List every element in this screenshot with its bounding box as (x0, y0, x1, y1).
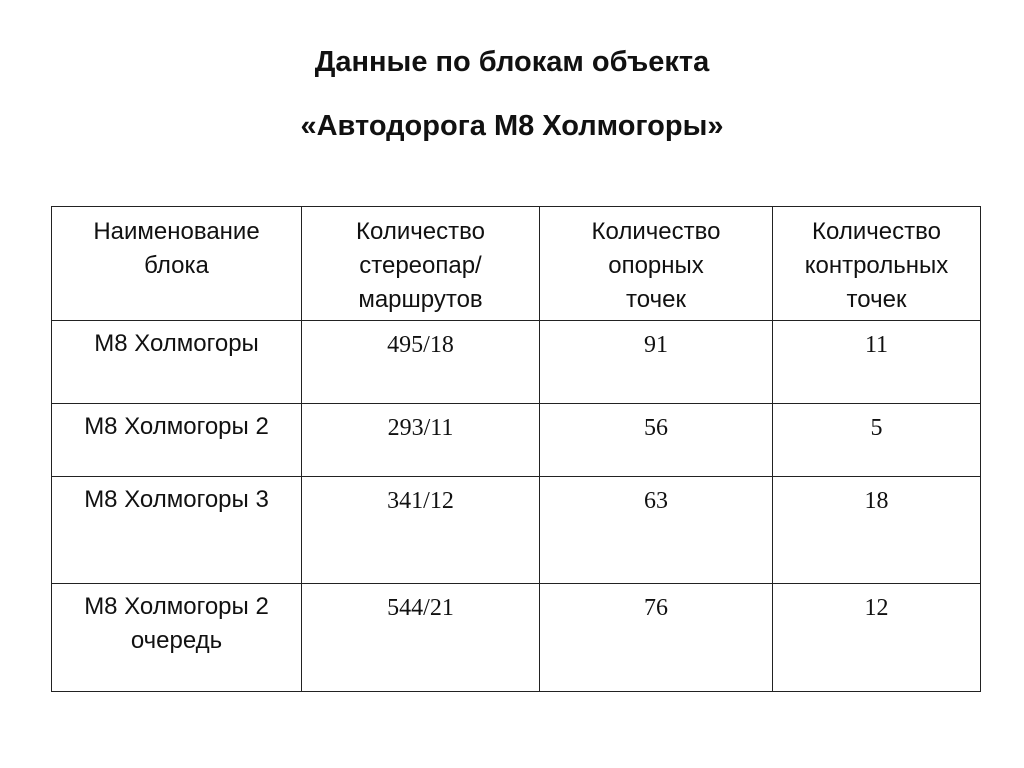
cell-stereo-routes (302, 404, 540, 477)
header-control-points: Количество контрольных точек (804, 218, 949, 313)
block-name: М8 Холмогоры 2 очередь (84, 593, 269, 654)
object-title: «Автодорога М8 Холмогоры» (300, 110, 724, 142)
header-cell-control-points (773, 207, 981, 321)
cell-reference-points (540, 477, 773, 584)
cell-block-name (52, 477, 302, 584)
control-points-value: 5 (870, 415, 883, 441)
stereo-routes-value: 544/21 (387, 595, 454, 621)
reference-points-value: 76 (644, 595, 668, 621)
cell-stereo-routes (302, 584, 540, 692)
header-cell-stereo-routes (302, 207, 540, 321)
table-row (52, 404, 981, 477)
header-cell-block-name (52, 207, 302, 321)
cell-control-points (773, 404, 981, 477)
control-points-value: 12 (864, 595, 889, 621)
page-title: Данные по блокам объекта (314, 46, 710, 78)
stereo-routes-value: 495/18 (387, 332, 454, 358)
cell-control-points (773, 584, 981, 692)
cell-control-points (773, 321, 981, 404)
header-block-name: Наименование блока (93, 218, 260, 279)
block-name: М8 Холмогоры 2 (84, 413, 269, 440)
cell-control-points (773, 477, 981, 584)
header-reference-points: Количество опорных точек (591, 218, 721, 313)
cell-block-name (52, 404, 302, 477)
header-cell-reference-points (540, 207, 773, 321)
block-name: М8 Холмогоры (94, 330, 259, 357)
reference-points-value: 56 (644, 415, 668, 441)
block-name: М8 Холмогоры 3 (84, 486, 269, 513)
cell-reference-points (540, 584, 773, 692)
cell-block-name (52, 584, 302, 692)
stereo-routes-value: 293/11 (387, 415, 454, 441)
cell-reference-points (540, 321, 773, 404)
table-row (52, 321, 981, 404)
stereo-routes-value: 341/12 (387, 488, 454, 514)
table-row (52, 477, 981, 584)
cell-stereo-routes (302, 477, 540, 584)
cell-reference-points (540, 404, 773, 477)
blocks-table (51, 206, 981, 692)
table-row (52, 584, 981, 692)
control-points-value: 11 (864, 332, 889, 358)
table-header-row (52, 207, 981, 321)
reference-points-value: 63 (644, 488, 668, 514)
header-stereo-routes: Количество стереопар/ маршрутов (356, 218, 485, 313)
control-points-value: 18 (864, 488, 889, 514)
reference-points-value: 91 (644, 332, 668, 358)
cell-stereo-routes (302, 321, 540, 404)
cell-block-name (52, 321, 302, 404)
